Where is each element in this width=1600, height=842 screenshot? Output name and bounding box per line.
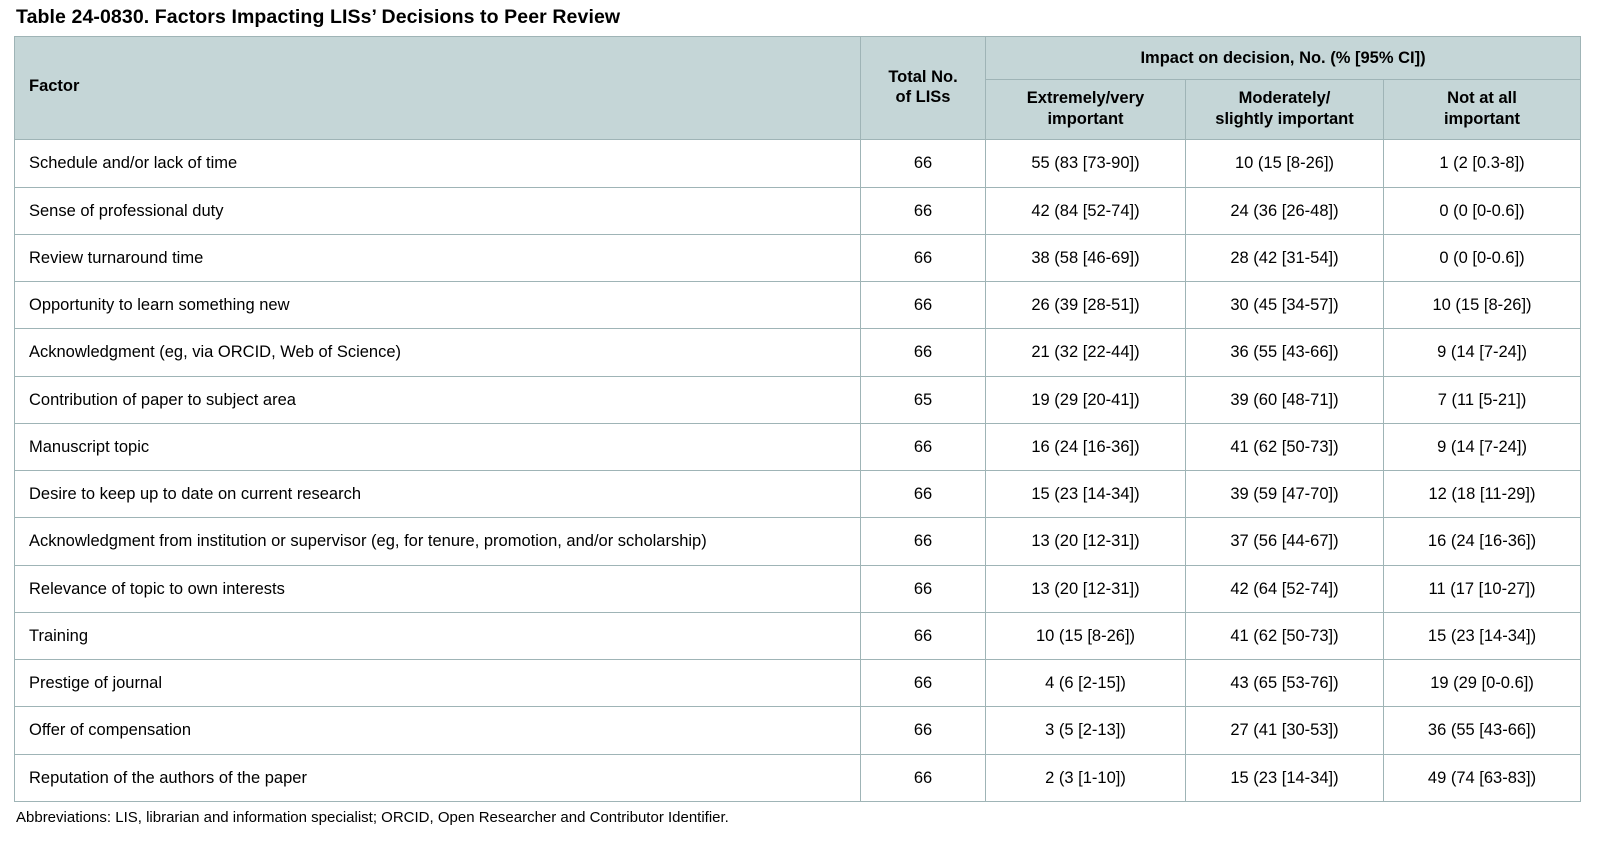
column-header-moderately-slightly-important — [1186, 80, 1384, 140]
cell-moderately: 10 (15 [8-26]) — [1186, 140, 1384, 187]
cell-total: 66 — [861, 565, 986, 612]
cell-factor: Acknowledgment (eg, via ORCID, Web of Science) — [15, 329, 861, 376]
cell-notatall: 9 (14 [7-24]) — [1384, 423, 1581, 470]
cell-extremely: 15 (23 [14-34]) — [986, 471, 1186, 518]
cell-total: 65 — [861, 376, 986, 423]
cell-moderately: 36 (55 [43-66]) — [1186, 329, 1384, 376]
cell-notatall: 1 (2 [0.3-8]) — [1384, 140, 1581, 187]
cell-notatall: 36 (55 [43-66]) — [1384, 707, 1581, 754]
cell-moderately: 39 (60 [48-71]) — [1186, 376, 1384, 423]
cell-factor: Sense of professional duty — [15, 187, 861, 234]
cell-moderately: 15 (23 [14-34]) — [1186, 754, 1384, 801]
cell-factor: Contribution of paper to subject area — [15, 376, 861, 423]
cell-moderately: 37 (56 [44-67]) — [1186, 518, 1384, 565]
cell-moderately: 24 (36 [26-48]) — [1186, 187, 1384, 234]
cell-total: 66 — [861, 754, 986, 801]
column-header-extremely-very-important — [986, 80, 1186, 140]
cell-extremely: 55 (83 [73-90]) — [986, 140, 1186, 187]
cell-extremely: 10 (15 [8-26]) — [986, 612, 1186, 659]
cell-notatall: 49 (74 [63-83]) — [1384, 754, 1581, 801]
cell-notatall: 11 (17 [10-27]) — [1384, 565, 1581, 612]
cell-notatall: 9 (14 [7-24]) — [1384, 329, 1581, 376]
cell-extremely: 3 (5 [2-13]) — [986, 707, 1186, 754]
cell-extremely: 42 (84 [52-74]) — [986, 187, 1186, 234]
cell-extremely: 26 (39 [28-51]) — [986, 282, 1186, 329]
column-header-moderately-line1: Moderately/ — [1238, 89, 1331, 107]
cell-factor: Schedule and/or lack of time — [15, 140, 861, 187]
cell-factor: Reputation of the authors of the paper — [15, 754, 861, 801]
factors-table — [14, 36, 1581, 802]
table-row — [15, 140, 1581, 187]
cell-total: 66 — [861, 423, 986, 470]
column-header-extremely-line1: Extremely/very — [1026, 89, 1145, 107]
cell-factor: Relevance of topic to own interests — [15, 565, 861, 612]
cell-total: 66 — [861, 234, 986, 281]
column-header-total — [861, 37, 986, 140]
cell-extremely: 4 (6 [2-15]) — [986, 660, 1186, 707]
table-row — [15, 329, 1581, 376]
table-row — [15, 376, 1581, 423]
cell-total: 66 — [861, 282, 986, 329]
column-header-extremely-line2: important — [1047, 109, 1124, 128]
table-row — [15, 234, 1581, 281]
table-header — [15, 37, 1581, 140]
cell-notatall: 16 (24 [16-36]) — [1384, 518, 1581, 565]
cell-notatall: 19 (29 [0-0.6]) — [1384, 660, 1581, 707]
cell-notatall: 0 (0 [0-0.6]) — [1384, 187, 1581, 234]
cell-total: 66 — [861, 707, 986, 754]
cell-total: 66 — [861, 518, 986, 565]
column-header-total-line1: Total No. — [888, 67, 958, 86]
cell-factor: Prestige of journal — [15, 660, 861, 707]
cell-notatall: 15 (23 [14-34]) — [1384, 612, 1581, 659]
cell-notatall: 10 (15 [8-26]) — [1384, 282, 1581, 329]
cell-extremely: 21 (32 [22-44]) — [986, 329, 1186, 376]
cell-moderately: 30 (45 [34-57]) — [1186, 282, 1384, 329]
column-header-factor: Factor — [15, 37, 861, 140]
cell-extremely: 13 (20 [12-31]) — [986, 518, 1186, 565]
cell-factor: Review turnaround time — [15, 234, 861, 281]
column-header-not-at-all-important — [1384, 80, 1581, 140]
table-row — [15, 187, 1581, 234]
cell-factor: Manuscript topic — [15, 423, 861, 470]
cell-factor: Training — [15, 612, 861, 659]
table-body — [15, 140, 1581, 802]
table-row — [15, 660, 1581, 707]
cell-moderately: 39 (59 [47-70]) — [1186, 471, 1384, 518]
cell-moderately: 42 (64 [52-74]) — [1186, 565, 1384, 612]
cell-total: 66 — [861, 140, 986, 187]
cell-notatall: 12 (18 [11-29]) — [1384, 471, 1581, 518]
cell-moderately: 43 (65 [53-76]) — [1186, 660, 1384, 707]
cell-total: 66 — [861, 471, 986, 518]
table-row — [15, 707, 1581, 754]
cell-moderately: 41 (62 [50-73]) — [1186, 423, 1384, 470]
cell-moderately: 27 (41 [30-53]) — [1186, 707, 1384, 754]
table-row — [15, 518, 1581, 565]
column-header-moderately-line2: slightly important — [1215, 109, 1354, 128]
table-footnote: Abbreviations: LIS, librarian and information specialist; ORCID, Open Researcher and Contributor Identifier. — [16, 808, 729, 826]
cell-extremely: 13 (20 [12-31]) — [986, 565, 1186, 612]
cell-factor: Opportunity to learn something new — [15, 282, 861, 329]
page-title: Table 24-0830. Factors Impacting LISs’ Decisions to Peer Review — [16, 6, 621, 28]
column-header-notatall-line1: Not at all — [1447, 89, 1517, 107]
table-row — [15, 471, 1581, 518]
cell-extremely: 2 (3 [1-10]) — [986, 754, 1186, 801]
cell-extremely: 19 (29 [20-41]) — [986, 376, 1186, 423]
cell-extremely: 16 (24 [16-36]) — [986, 423, 1186, 470]
cell-total: 66 — [861, 660, 986, 707]
cell-factor: Offer of compensation — [15, 707, 861, 754]
table-row — [15, 565, 1581, 612]
table-row — [15, 612, 1581, 659]
cell-factor: Desire to keep up to date on current research — [15, 471, 861, 518]
cell-total: 66 — [861, 612, 986, 659]
cell-moderately: 28 (42 [31-54]) — [1186, 234, 1384, 281]
cell-factor: Acknowledgment from institution or supervisor (eg, for tenure, promotion, and/or scholarship) — [15, 518, 861, 565]
cell-extremely: 38 (58 [46-69]) — [986, 234, 1186, 281]
cell-notatall: 7 (11 [5-21]) — [1384, 376, 1581, 423]
column-header-notatall-line2: important — [1443, 109, 1521, 128]
cell-total: 66 — [861, 329, 986, 376]
column-header-total-line2: of LISs — [895, 88, 951, 107]
column-group-header-impact: Impact on decision, No. (% [95% CI]) — [986, 37, 1581, 80]
cell-total: 66 — [861, 187, 986, 234]
cell-moderately: 41 (62 [50-73]) — [1186, 612, 1384, 659]
cell-notatall: 0 (0 [0-0.6]) — [1384, 234, 1581, 281]
table-row — [15, 282, 1581, 329]
header-row-group — [15, 37, 1581, 80]
table-row — [15, 423, 1581, 470]
table-row — [15, 754, 1581, 801]
